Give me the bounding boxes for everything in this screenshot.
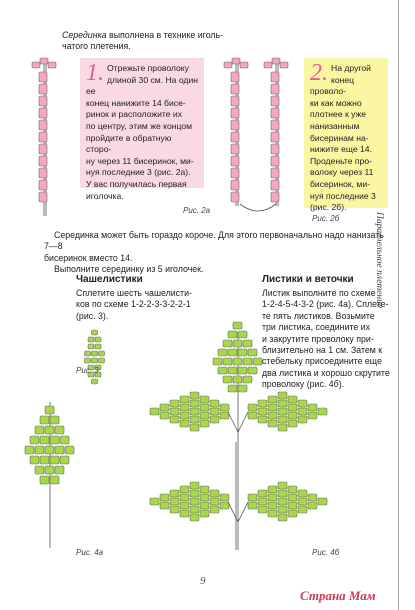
intro-text-2: чатого плетения. [62, 41, 131, 52]
bead [271, 120, 279, 130]
sepal-bead [99, 351, 105, 356]
leaf-bead [160, 412, 169, 419]
fig4a-caption: Рис. 4а [76, 548, 104, 557]
bead [231, 144, 239, 154]
leaf-bead [200, 486, 209, 493]
leaf-bead [228, 385, 237, 392]
bead [271, 180, 279, 190]
leaf-bead [268, 404, 277, 411]
leaf-bead [210, 400, 219, 407]
leaf-bead [228, 331, 237, 338]
leaf-bead [298, 498, 307, 505]
leaf-bead [210, 490, 219, 497]
leaf-bead [318, 498, 327, 505]
sepals-line: ков по схеме 1-2-2-3-3-2-2-1 [76, 299, 191, 310]
sepal-bead [92, 330, 98, 335]
step1-line: ну через 11 бисеринок, ми- [86, 155, 194, 166]
bead [39, 168, 47, 178]
leaf-bead [170, 400, 179, 407]
leaf-bead [268, 486, 277, 493]
leaf-bead [60, 456, 69, 464]
sepals-line: Сплетите шесть чашелисти- [76, 288, 192, 298]
leaf-bead [268, 420, 277, 427]
leaf-bead [308, 494, 317, 501]
bead [231, 84, 239, 94]
step2-number: 2. [310, 60, 328, 86]
leaf-bead [190, 498, 199, 505]
leaf-bead [160, 404, 169, 411]
bead [280, 62, 288, 68]
leaf-bead [278, 400, 287, 407]
bead [271, 132, 279, 142]
leaf-bead [170, 498, 179, 505]
leaf-bead [180, 486, 189, 493]
leaf-bead [50, 436, 59, 444]
page-number: 9 [200, 575, 206, 587]
leaf-bead [298, 416, 307, 423]
leaf-bead [45, 446, 54, 454]
leaf-bead [220, 494, 229, 501]
leaf-bead [190, 416, 199, 423]
leaf-bead [35, 426, 44, 434]
leaf-bead [248, 502, 257, 509]
bead [40, 58, 48, 64]
step2-line: Проденьте про- [310, 155, 372, 166]
step2-line: нанизанным [310, 120, 360, 131]
bead [39, 120, 47, 130]
bead [231, 132, 239, 142]
leaf-bead [228, 349, 237, 356]
watermark-logo: Страна Мам [300, 588, 376, 603]
leaf-bead [200, 404, 209, 411]
leaf-bead [298, 400, 307, 407]
leaf-bead [35, 466, 44, 474]
step2-line: На другой [331, 63, 371, 73]
sepal-bead [85, 358, 91, 363]
step1-line: по центру, этим же концом [86, 120, 193, 131]
leaf-bead [243, 376, 252, 383]
sepal-bead [92, 379, 98, 384]
intro-text: выполнена в технике иголь- [106, 30, 224, 40]
leaf-bead [288, 486, 297, 493]
wire [228, 502, 238, 522]
leaf-bead [55, 426, 64, 434]
leaf-bead [288, 494, 297, 501]
side-title: Параллельное плетение [374, 212, 384, 309]
leaf-bead [298, 490, 307, 497]
leaf-bead [25, 446, 34, 454]
leaf-bead [278, 408, 287, 415]
leaf-bead [180, 412, 189, 419]
bead [271, 72, 279, 82]
bead [271, 96, 279, 106]
leaf-bead [45, 406, 54, 414]
step1-line: пройдите в обратную сторо- [86, 132, 172, 155]
leaf-bead [288, 502, 297, 509]
step1-line: иголочка. [86, 190, 124, 201]
bead [271, 168, 279, 178]
note-line-1: Серединка может быть гораздо короче. Для этого первоначально надо нанизать 7—8 [44, 230, 384, 252]
leaf-bead [190, 506, 199, 513]
leaf-bead [233, 358, 242, 365]
step1-number: 1. [86, 60, 104, 86]
step2-line: плотнее к уже [310, 109, 367, 120]
leaf-bead [210, 506, 219, 513]
leaf-bead [220, 502, 229, 509]
bead [39, 84, 47, 94]
leaf-bead [170, 506, 179, 513]
leaf-bead [258, 400, 267, 407]
bead [271, 192, 279, 202]
leaf-bead [170, 490, 179, 497]
bead [231, 96, 239, 106]
leaf-bead [308, 412, 317, 419]
leaf-bead [248, 404, 257, 411]
sepal-bead [85, 351, 91, 356]
bead [231, 120, 239, 130]
bead [271, 108, 279, 118]
leaf-bead [180, 494, 189, 501]
wire [240, 204, 276, 211]
bead [39, 132, 47, 142]
bead [32, 62, 40, 68]
step1-line: ринок и расположите их [86, 109, 182, 120]
leaf-bead [200, 412, 209, 419]
leaf-bead [190, 400, 199, 407]
step2-line: ки как можно [310, 97, 362, 108]
leaf-bead [298, 408, 307, 415]
leaf-bead [223, 376, 232, 383]
leaf-bead [268, 502, 277, 509]
leaves-line: 1-2-4-5-4-3-2 (рис. 4а). Сплете- [262, 299, 389, 310]
bead [231, 168, 239, 178]
sepal-bead [95, 337, 101, 342]
leaf-bead [258, 506, 267, 513]
leaf-bead [218, 349, 227, 356]
leaves-line: стебельку присоедините еще [262, 356, 382, 367]
leaf-bead [268, 412, 277, 419]
leaf-bead [268, 510, 277, 517]
leaf-bead [288, 412, 297, 419]
leaf-bead [55, 466, 64, 474]
bead [39, 180, 47, 190]
leaf-bead [55, 446, 64, 454]
step2-line: нижите еще 14. [310, 144, 372, 155]
leaf-bead [278, 482, 287, 489]
bead [39, 156, 47, 166]
wire [238, 502, 248, 522]
bead [39, 108, 47, 118]
step2-line: конец проволо- [310, 74, 355, 97]
side-divider [398, 0, 399, 610]
sepals-line: (рис. 3). [76, 310, 109, 321]
leaf-bead [220, 404, 229, 411]
leaf-bead [210, 408, 219, 415]
step2-line: волоку через 11 [310, 167, 374, 178]
sepal-bead [88, 337, 94, 342]
bead [231, 180, 239, 190]
step2-line: бисеринам на- [310, 132, 369, 143]
leaf-bead [278, 424, 287, 431]
leaf-bead [213, 358, 222, 365]
leaf-bead [60, 436, 69, 444]
bead [271, 144, 279, 154]
bead [271, 156, 279, 166]
note-paragraph [44, 230, 384, 276]
leaf-bead [50, 456, 59, 464]
leaf-bead [160, 502, 169, 509]
note-line-2: бисеринок вместо 14. [44, 252, 133, 263]
bead [271, 84, 279, 94]
leaf-bead [278, 392, 287, 399]
leaf-bead [170, 416, 179, 423]
bead [39, 192, 47, 202]
leaf-bead [288, 396, 297, 403]
leaf-bead [190, 514, 199, 521]
leaf-bead [308, 502, 317, 509]
bead [231, 108, 239, 118]
leaves-line: и закрутите проволоку при- [262, 333, 374, 344]
bead [264, 62, 272, 68]
step1-line: Отрежьте проволоку [107, 63, 189, 73]
bead [232, 58, 240, 64]
leaf-bead [278, 506, 287, 513]
leaf-bead [190, 490, 199, 497]
intro-paragraph [62, 30, 252, 53]
fig3-caption: Рис. 3 [76, 366, 99, 375]
leaf-bead [243, 358, 252, 365]
step2-line: бисеринок, ми- [310, 178, 371, 189]
step2-line: (рис. 2б). [310, 202, 347, 213]
leaf-bead [288, 420, 297, 427]
leaf-bead [238, 331, 247, 338]
leaf-bead [228, 367, 237, 374]
leaf-bead [30, 456, 39, 464]
leaf-bead [40, 416, 49, 424]
sepal-bead [92, 351, 98, 356]
leaf-bead [65, 446, 74, 454]
leaf-bead [45, 466, 54, 474]
leaf-bead [190, 408, 199, 415]
sepals-text [76, 288, 216, 322]
leaf-bead [40, 436, 49, 444]
bead [39, 72, 47, 82]
leaf-bead [35, 446, 44, 454]
leaves-line: близительно на 1 см. Затем к [262, 345, 383, 356]
leaf-bead [200, 510, 209, 517]
leaf-bead [243, 340, 252, 347]
wire [228, 412, 238, 432]
leaf-bead [318, 408, 327, 415]
leaf-bead [50, 476, 59, 484]
leaf-bead [258, 490, 267, 497]
leaf-bead [180, 420, 189, 427]
leaf-bead [238, 385, 247, 392]
leaf-bead [200, 396, 209, 403]
leaf-bead [40, 476, 49, 484]
leaf-bead [223, 340, 232, 347]
leaf-bead [233, 322, 242, 329]
leaves-line: Листик выполните по схеме [262, 288, 376, 298]
bead [39, 144, 47, 154]
leaf-bead [50, 416, 59, 424]
fig4a-diagram [20, 400, 80, 550]
bead [240, 62, 248, 68]
step2-text [310, 60, 382, 214]
leaf-bead [233, 376, 242, 383]
note-line-3: Выполните серединку из 5 иголочек. [54, 264, 204, 275]
fig2b-caption: Рис. 2б [312, 214, 340, 223]
leaf-bead [248, 349, 257, 356]
leaf-bead [190, 482, 199, 489]
sepal-bead [99, 358, 105, 363]
bead [231, 72, 239, 82]
fig4b-diagram [108, 322, 368, 552]
leaves-line: два листика и хорошо скрутите [262, 367, 390, 378]
intro-word: Серединка [62, 30, 107, 40]
leaf-bead [288, 510, 297, 517]
leaf-bead [258, 408, 267, 415]
leaf-bead [278, 498, 287, 505]
leaf-bead [218, 367, 227, 374]
leaf-bead [160, 494, 169, 501]
wire [238, 412, 248, 432]
sepal-bead [88, 344, 94, 349]
step1-line: длиной 30 см. На один ее [86, 74, 198, 97]
leaf-bead [200, 502, 209, 509]
leaf-bead [298, 506, 307, 513]
step1-box [80, 58, 204, 201]
leaf-bead [248, 412, 257, 419]
leaves-title: Листики и веточки [262, 274, 354, 285]
bead [272, 58, 280, 64]
leaf-bead [278, 514, 287, 521]
leaf-bead [190, 424, 199, 431]
leaf-bead [40, 456, 49, 464]
leaf-bead [268, 396, 277, 403]
leaf-bead [238, 367, 247, 374]
leaves-line: проволоку (рис. 4б). [262, 379, 345, 390]
leaf-bead [258, 416, 267, 423]
leaf-bead [288, 404, 297, 411]
leaf-bead [233, 340, 242, 347]
leaf-bead [278, 490, 287, 497]
leaf-bead [30, 436, 39, 444]
step1-line: конец нанижите 14 бисе- [86, 97, 186, 108]
leaf-bead [268, 494, 277, 501]
leaf-bead [150, 498, 159, 505]
leaf-bead [220, 412, 229, 419]
fig2b-diagram [222, 56, 302, 221]
sepals-title: Чашелистики [76, 274, 143, 285]
leaf-bead [180, 396, 189, 403]
leaf-bead [180, 510, 189, 517]
fig4b-caption: Рис. 4б [312, 548, 340, 557]
leaf-bead [248, 367, 257, 374]
sepal-bead [95, 344, 101, 349]
leaf-bead [180, 502, 189, 509]
bead [48, 62, 56, 68]
bead [224, 62, 232, 68]
fig2a-diagram [30, 56, 80, 221]
sepal-bead [92, 358, 98, 363]
bead [231, 156, 239, 166]
leaf-bead [210, 498, 219, 505]
leaf-bead [238, 349, 247, 356]
step2-line: нуя последние 3 [310, 190, 376, 201]
leaves-line: те пять листиков. Возьмите [262, 310, 375, 321]
leaf-bead [308, 404, 317, 411]
leaf-bead [258, 498, 267, 505]
leaf-bead [223, 358, 232, 365]
step1-line: У вас получилась первая [86, 178, 187, 189]
leaf-bead [45, 426, 54, 434]
leaf-bead [200, 494, 209, 501]
leaf-bead [180, 404, 189, 411]
bead [231, 192, 239, 202]
leaf-bead [170, 408, 179, 415]
leaf-bead [248, 494, 257, 501]
leaf-bead [150, 408, 159, 415]
fig2a-caption: Рис. 2а [183, 206, 211, 215]
leaf-bead [253, 358, 262, 365]
step2-box [304, 58, 388, 213]
leaves-line: три листика, соедините их [262, 322, 370, 333]
leaf-bead [200, 420, 209, 427]
leaf-bead [210, 416, 219, 423]
step1-line: нуя последние 3 (рис. 2а). [86, 167, 191, 178]
leaf-bead [190, 392, 199, 399]
bead [39, 96, 47, 106]
leaf-bead [278, 416, 287, 423]
